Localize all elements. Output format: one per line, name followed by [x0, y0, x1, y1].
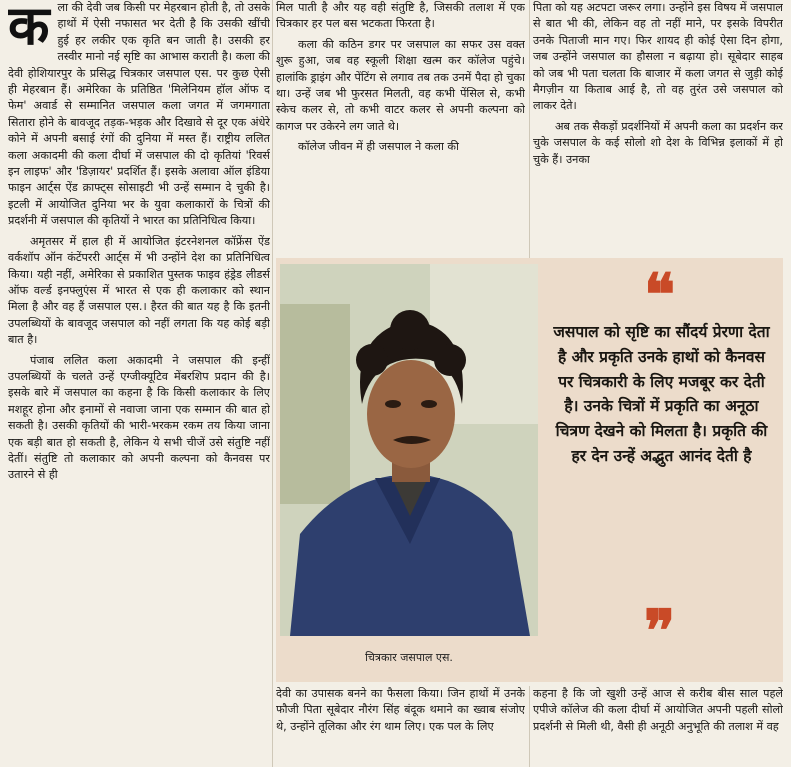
- column-divider: [529, 686, 530, 767]
- article-paragraph: कहना है कि जो खुशी उन्हें आज से करीब बीस साल पहले एपीजे कॉलेज की कला दीर्घा में आयोजित अपनी पहली सोलो प्रदर्शनी से मिली थी, वैसी ही अनूठी अनुभूति की तलाश में वह: [533, 687, 783, 733]
- article-paragraph: पंजाब ललित कला अकादमी ने जसपाल की इन्हीं उपलब्धियों के चलते उन्हें एग्जीक्यूटिव मेंबरशिप प्रदान की है। इसके बारे में जसपाल का कहना है कि किसी कलाकार के लिए मशहूर होना और इनामों से नवाजा जाना एक सम्मान की बात हो सकती है। उसकी कृतियों की भारी-भरकम रकम तय किया जाना एक बड़ी बात हो सकती है, लेकिन ये सभी चीजें उसे संतुष्टि नहीं देतीं। संतुष्टि तो कलाकार को अपनी कल्पना को कैनवस पर उतारने से ही: [8, 353, 270, 482]
- article-paragraph: पिता को यह अटपटा जरूर लगा। उन्होंने इस विषय में जसपाल से बात भी की, लेकिन वह तो नहीं माने, पर इसके विपरीत उनके पिताजी मान गए। फिर शायद ही कोई ऐसा दिन होगा, जब उन्होंने जसपाल का हौसला न बढ़ाया हो। सूबेदार साहब को जब भी पता चलता कि बाजार में कला जगत से जुड़ी कोई मैगज़ीन या किताब आई है, तो वह तुरंत उसे जसपाल को लाकर देते।: [533, 1, 783, 113]
- article-paragraph: कॉलेज जीवन में ही जसपाल ने कला की: [298, 140, 459, 154]
- paragraph-text: ला की देवी जब किसी पर मेहरबान होती है, तो उसके हाथों में ऐसी नफासत भर देती है कि उसकी खींची हुई हर लकीर एक कृति बन जाती है। उसकी हर तस्वीर मानो नई सृष्टि का आभास कराती है। कला की देवी होशियारपुर के प्रसिद्ध चित्रकार जसपाल एस. पर कुछ ऐसी ही मेहरबान हैं। अमेरिका के प्रतिष्ठित 'मिलेनियम हॉल ऑफ द फेम' अवार्ड से सम्मानित जसपाल कला जगत में जगमगाता सितारा होने के बावजूद तड़क-भड़क और दिखावे से दूर एक अंधेरे कोने में अपनी बसाई रंगों की दुनिया में मस्त हैं। राष्ट्रीय ललित कला अकादमी की कला दीर्घा में जसपाल की दो कृतियां 'रिवर्स इन लाइफ' और 'डिज़ायर' प्रदर्शित हैं। इसके अलावा ऑल इंडिया फाइन आर्ट्स ऐंड क्राफ्ट्स सोसाइटी भी उन्हें सम्मान दे चुकी है। इटली में आयोजित दुनिया भर के युवा कलाकारों के चित्रों की प्रदर्शनी में जसपाल की कृतियों ने भारत का प्रतिनिधित्व किया।: [8, 1, 270, 228]
- close-quote-icon: ❞: [644, 597, 676, 665]
- pull-quote: [544, 258, 779, 682]
- photo-caption: चित्रकार जसपाल एस.: [365, 651, 453, 664]
- portrait-photo: [280, 264, 538, 636]
- article-paragraph: मिल पाती है और यह वही संतुष्टि है, जिसकी तलाश में एक चित्रकार हर पल बस भटकता फिरता है।: [276, 1, 525, 31]
- article-column-2-top: [276, 0, 525, 258]
- article-column-3-bottom: [533, 686, 783, 767]
- column-divider: [272, 0, 273, 767]
- article-column-2-bottom: [276, 686, 525, 767]
- portrait-illustration: [280, 264, 538, 636]
- article-paragraph: कला की कठिन डगर पर जसपाल का सफर उस वक्त शुरू हुआ, जब वह स्कूली शिक्षा खत्म कर कॉलेज पहुंचे। हालांकि ड्राइंग और पेंटिंग से लगाव तब तक उनमें पैदा हो चुका था। उन्हें जब भी फुरसत मिलती, वह कभी पेंसिल से, कभी स्केच कलर से, तो कभी वाटर कलर से अपनी कल्पना को कागज पर उकेरने लग जाते थे।: [276, 37, 525, 133]
- feature-box: [276, 258, 783, 682]
- open-quote-icon: ❝: [644, 261, 676, 329]
- article-paragraph: अमृतसर में हाल ही में आयोजित इंटरनेशनल कॉफ्रेंस ऐंड वर्कशॉप ऑन कंटेंपररी आर्ट्स में भी उन्होंने देश का प्रतिनिधित्व किया। यही नहीं, अमेरिका से प्रकाशित पुस्तक फाइव हंड्रेड लीडर्स ऑफ वर्ल्ड इनफ्लुएंस में भारत से एक ही कलाकार को स्थान मिला है और वह हैं जसपाल एस.। हैरत की बात यह है कि इतनी उपलब्धियों के बावजूद जसपाल को नहीं लगता कि यह कोई बड़ी बात है।: [8, 234, 270, 347]
- article-paragraph: देवी का उपासक बनने का फैसला किया। जिन हाथों में उनके फौजी पिता सूबेदार नौरंग सिंह बंदूक थमाने का ख्वाब संजोए थे, उन्होंने तूलिका और रंग थाम लिए। एक पल के लिए: [276, 687, 525, 733]
- drop-cap: क: [8, 0, 50, 57]
- article-paragraph: अब तक सैकड़ों प्रदर्शनियों में अपनी कला का प्रदर्शन कर चुके जसपाल के कई सोलो शो देश के विभिन्न इलाकों में हो चुके हैं। उनका: [533, 119, 783, 166]
- column-divider: [529, 0, 530, 258]
- article-paragraph: [8, 0, 270, 230]
- pull-quote-text: जसपाल को सृष्टि का सौंदर्य प्रेरणा देता है और प्रकृति उनके हाथों को कैनवस पर चित्रकारी के लिए मजबूर कर देती है। उनके चित्रों में प्रकृति का अनूठा चित्रण देखने को मिलता है। प्रकृति की हर देन उन्हें अद्भुत आनंद देती है: [553, 323, 770, 465]
- article-column-1: [8, 0, 270, 767]
- article-column-3-top: [533, 0, 783, 258]
